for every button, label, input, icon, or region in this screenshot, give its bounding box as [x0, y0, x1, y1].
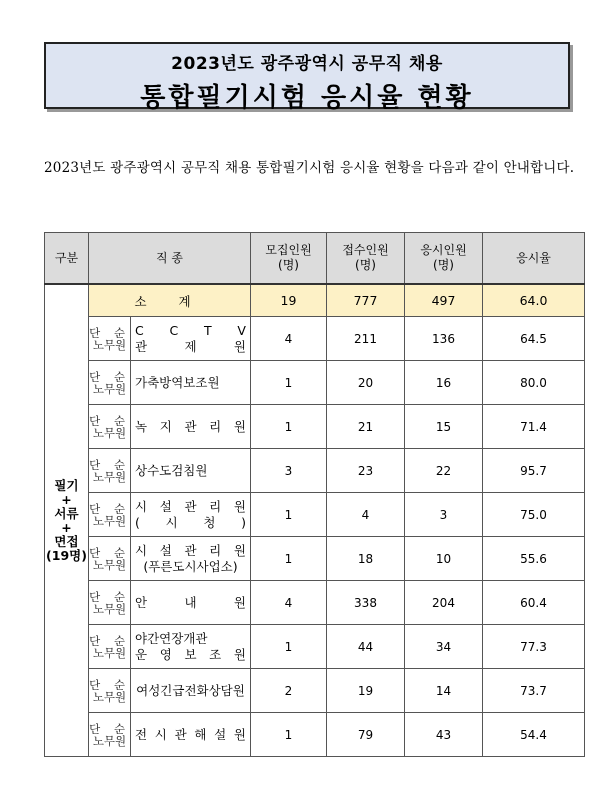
- job-name-cell: [131, 537, 251, 581]
- group-label-line: 면접: [54, 533, 79, 549]
- cell-rate: 73.7: [483, 669, 585, 713]
- group-label-line: +: [61, 519, 72, 535]
- job-name-line: 관 제 원: [135, 338, 246, 354]
- job-type-line: 노무원: [92, 337, 127, 352]
- job-type-line: 노무원: [92, 733, 127, 748]
- job-name-cell: [131, 317, 251, 361]
- header-recruit-line1: 모집인원: [265, 243, 312, 257]
- cell-applicants: 20: [327, 361, 405, 405]
- title-box: [44, 42, 570, 113]
- job-name-cell: [131, 449, 251, 493]
- table-row: [45, 493, 585, 537]
- job-name-line: (푸른도시사업소): [143, 558, 238, 574]
- cell-rate: 54.4: [483, 713, 585, 757]
- job-type-cell: [89, 317, 131, 361]
- cell-recruit: 1: [251, 625, 327, 669]
- header-rate: 응시율: [483, 233, 585, 285]
- job-type-cell: [89, 713, 131, 757]
- cell-applicants: 21: [327, 405, 405, 449]
- job-type-cell: [89, 581, 131, 625]
- cell-examinees: 16: [405, 361, 483, 405]
- subtotal-recruit: 19: [251, 284, 327, 317]
- job-name-line: 전 시 관 해 설 원: [135, 726, 246, 742]
- header-examinees-line2: (명): [433, 258, 454, 272]
- header-recruit-line2: (명): [278, 258, 299, 272]
- cell-examinees: 34: [405, 625, 483, 669]
- header-recruit: [251, 233, 327, 285]
- job-type-cell: [89, 669, 131, 713]
- subtotal-label: 소 계: [89, 284, 251, 317]
- group-label-line: (19명): [46, 547, 87, 563]
- cell-applicants: 18: [327, 537, 405, 581]
- header-job: 직 종: [89, 233, 251, 285]
- table-row: [45, 317, 585, 361]
- job-name-line: 야간연장개관: [135, 630, 208, 646]
- job-type-line: 단 순: [89, 589, 130, 604]
- cell-recruit: 1: [251, 537, 327, 581]
- job-name-line: 녹 지 관 리 원: [135, 418, 246, 434]
- cell-examinees: 15: [405, 405, 483, 449]
- job-name-line: 상수도검침원: [135, 462, 208, 478]
- job-type-line: 단 순: [89, 501, 130, 516]
- job-type-cell: [89, 405, 131, 449]
- table-row: [45, 405, 585, 449]
- job-name-cell: [131, 493, 251, 537]
- cell-recruit: 3: [251, 449, 327, 493]
- cell-examinees: 3: [405, 493, 483, 537]
- cell-examinees: 22: [405, 449, 483, 493]
- subtotal-rate: 64.0: [483, 284, 585, 317]
- cell-examinees: 43: [405, 713, 483, 757]
- table-row: [45, 625, 585, 669]
- job-type-line: 단 순: [89, 677, 130, 692]
- table-row: [45, 669, 585, 713]
- intro-paragraph: 2023년도 광주광역시 공무직 채용 통합필기시험 응시율 현황을 다음과 같이 안내합니다.: [44, 160, 575, 176]
- table-row: [45, 449, 585, 493]
- cell-applicants: 44: [327, 625, 405, 669]
- cell-examinees: 10: [405, 537, 483, 581]
- job-type-line: 단 순: [89, 369, 130, 384]
- cell-rate: 95.7: [483, 449, 585, 493]
- job-type-line: 노무원: [92, 645, 127, 660]
- job-name-line: 가축방역보조원: [135, 374, 220, 390]
- header-applicants-line1: 접수인원: [342, 243, 389, 257]
- job-name-line: 여성긴급전화상담원: [136, 682, 245, 698]
- cell-applicants: 211: [327, 317, 405, 361]
- job-name-cell: [131, 713, 251, 757]
- cell-rate: 80.0: [483, 361, 585, 405]
- job-type-line: 노무원: [92, 469, 127, 484]
- subtotal-row: [45, 284, 585, 317]
- cell-rate: 75.0: [483, 493, 585, 537]
- cell-rate: 77.3: [483, 625, 585, 669]
- job-type-cell: [89, 493, 131, 537]
- cell-applicants: 23: [327, 449, 405, 493]
- job-type-line: 노무원: [92, 513, 127, 528]
- table-row: [45, 361, 585, 405]
- cell-recruit: 1: [251, 405, 327, 449]
- cell-examinees: 204: [405, 581, 483, 625]
- exam-rate-table: [44, 232, 585, 757]
- cell-applicants: 4: [327, 493, 405, 537]
- cell-applicants: 338: [327, 581, 405, 625]
- cell-recruit: 1: [251, 361, 327, 405]
- cell-rate: 60.4: [483, 581, 585, 625]
- job-name-cell: [131, 669, 251, 713]
- cell-examinees: 14: [405, 669, 483, 713]
- job-name-line: 시 설 관 리 원: [135, 542, 246, 558]
- job-type-cell: [89, 625, 131, 669]
- header-group: 구분: [45, 233, 89, 285]
- job-type-cell: [89, 361, 131, 405]
- job-type-line: 단 순: [89, 721, 130, 736]
- cell-rate: 55.6: [483, 537, 585, 581]
- group-label-line: 필기: [54, 477, 79, 493]
- job-name-line: 운 영 보 조 원: [135, 646, 246, 662]
- cell-rate: 71.4: [483, 405, 585, 449]
- cell-recruit: 1: [251, 493, 327, 537]
- cell-recruit: 1: [251, 713, 327, 757]
- group-label-line: 서류: [54, 505, 79, 521]
- cell-recruit: 4: [251, 581, 327, 625]
- job-type-line: 노무원: [92, 381, 127, 396]
- title-line-2: 통합필기시험 응시율 현황: [140, 83, 474, 113]
- header-examinees: [405, 233, 483, 285]
- cell-applicants: 79: [327, 713, 405, 757]
- table-header-row: [45, 233, 585, 285]
- cell-recruit: 2: [251, 669, 327, 713]
- header-examinees-line1: 응시인원: [420, 243, 467, 257]
- title-line-1: 2023년도 광주광역시 공무직 채용: [171, 54, 443, 74]
- job-name-cell: [131, 581, 251, 625]
- job-name-cell: [131, 361, 251, 405]
- group-label-line: +: [61, 491, 72, 507]
- job-type-line: 단 순: [89, 457, 130, 472]
- job-name-line: C C T V: [135, 322, 246, 338]
- job-type-line: 단 순: [89, 633, 130, 648]
- header-applicants: [327, 233, 405, 285]
- job-name-cell: [131, 405, 251, 449]
- table-row: [45, 581, 585, 625]
- job-type-line: 단 순: [89, 545, 130, 560]
- job-name-cell: [131, 625, 251, 669]
- cell-examinees: 136: [405, 317, 483, 361]
- table-row: [45, 713, 585, 757]
- table-row: [45, 537, 585, 581]
- job-type-line: 노무원: [92, 689, 127, 704]
- subtotal-examinees: 497: [405, 284, 483, 317]
- job-type-line: 단 순: [89, 325, 130, 340]
- job-type-line: 노무원: [92, 601, 127, 616]
- group-cell: [45, 284, 89, 757]
- job-type-line: 단 순: [89, 413, 130, 428]
- cell-recruit: 4: [251, 317, 327, 361]
- cell-applicants: 19: [327, 669, 405, 713]
- cell-rate: 64.5: [483, 317, 585, 361]
- job-name-line: 시 설 관 리 원: [135, 498, 246, 514]
- job-type-line: 노무원: [92, 557, 127, 572]
- job-name-line: ( 시 청 ): [135, 514, 246, 530]
- job-type-line: 노무원: [92, 425, 127, 440]
- job-name-line: 안 내 원: [135, 594, 246, 610]
- job-type-cell: [89, 449, 131, 493]
- header-applicants-line2: (명): [355, 258, 376, 272]
- subtotal-applicants: 777: [327, 284, 405, 317]
- job-type-cell: [89, 537, 131, 581]
